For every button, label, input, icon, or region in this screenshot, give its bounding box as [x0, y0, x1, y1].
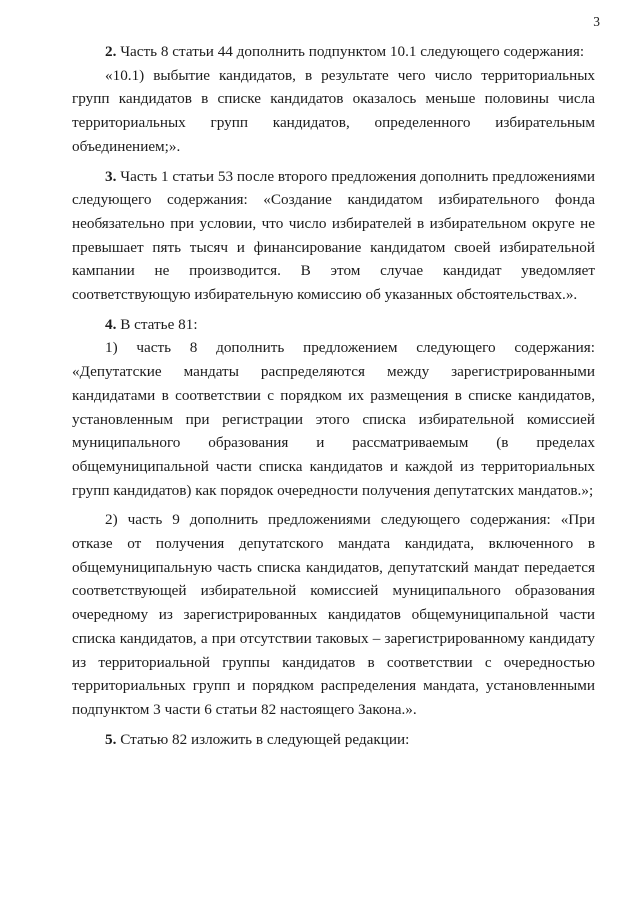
page-number: 3 [593, 14, 600, 29]
paragraph-text: Статью 82 изложить в следующей редакции: [116, 730, 410, 748]
paragraph-item-4 [72, 313, 595, 337]
paragraph-text: 2) часть 9 дополнить предложениями следующего содержания: «При отказе от получения депутатского мандата кандидата, включенного в общемуниципальную часть списка кандидатов, депутатский мандат передается соответствующей избирательной комиссией муниципального образования очередному из зарегистрированных кандидатов общемуниципальной части списка кандидатов, а при отсутствии таковых – зарегистрированному кандидату из территориальной группы кандидатов в соответствии с очередностью территориальных групп и порядком распределения мандата, установленными подпунктом 3 части 6 статьи 82 настоящего Закона.». [72, 511, 595, 718]
paragraph-item-4-1 [72, 336, 595, 502]
paragraph-subpoint-10-1 [72, 64, 595, 159]
paragraph-item-4-2 [72, 508, 595, 721]
paragraph-text: Часть 8 статьи 44 дополнить подпунктом 10.1 следующего содержания: [116, 43, 585, 60]
item-number: 4. [105, 315, 117, 333]
document-body [72, 40, 595, 757]
paragraph-item-2 [72, 40, 595, 64]
item-number: 3. [105, 167, 117, 185]
paragraph-text: В статье 81: [116, 315, 198, 333]
paragraph-text: «10.1) выбытие кандидатов, в результате чего число территориальных групп кандидатов в списке кандидатов оказалось меньше половины числа территориальных групп кандидатов, определенного избирательным объединением;». [72, 66, 595, 155]
item-number: 2. [105, 43, 117, 60]
paragraph-item-3 [72, 165, 595, 307]
paragraph-item-5 [72, 728, 595, 752]
paragraph-text: 1) часть 8 дополнить предложением следующего содержания: «Депутатские мандаты распределяются между зарегистрированными кандидатами в соответствии с порядком их размещения в списке кандидатов, установленным при регистрации этого списка избирательной комиссией муниципального образования и рассматриваемым (в пределах общемуниципальной части списка кандидатов и каждой из территориальных групп кандидатов) как порядок очередности получения депутатских мандатов.»; [72, 339, 595, 499]
item-number: 5. [105, 730, 117, 748]
paragraph-text: Часть 1 статьи 53 после второго предложения дополнить предложениями следующего содержания: «Создание кандидатом избирательного фонда необязательно при условии, что число избирателей в избирательном округе не превышает пять тысяч и финансирование кандидатом своей избирательной кампании не производится. В этом случае кандидат уведомляет соответствующую избирательную комиссию об указанных обстоятельствах.». [72, 167, 595, 304]
